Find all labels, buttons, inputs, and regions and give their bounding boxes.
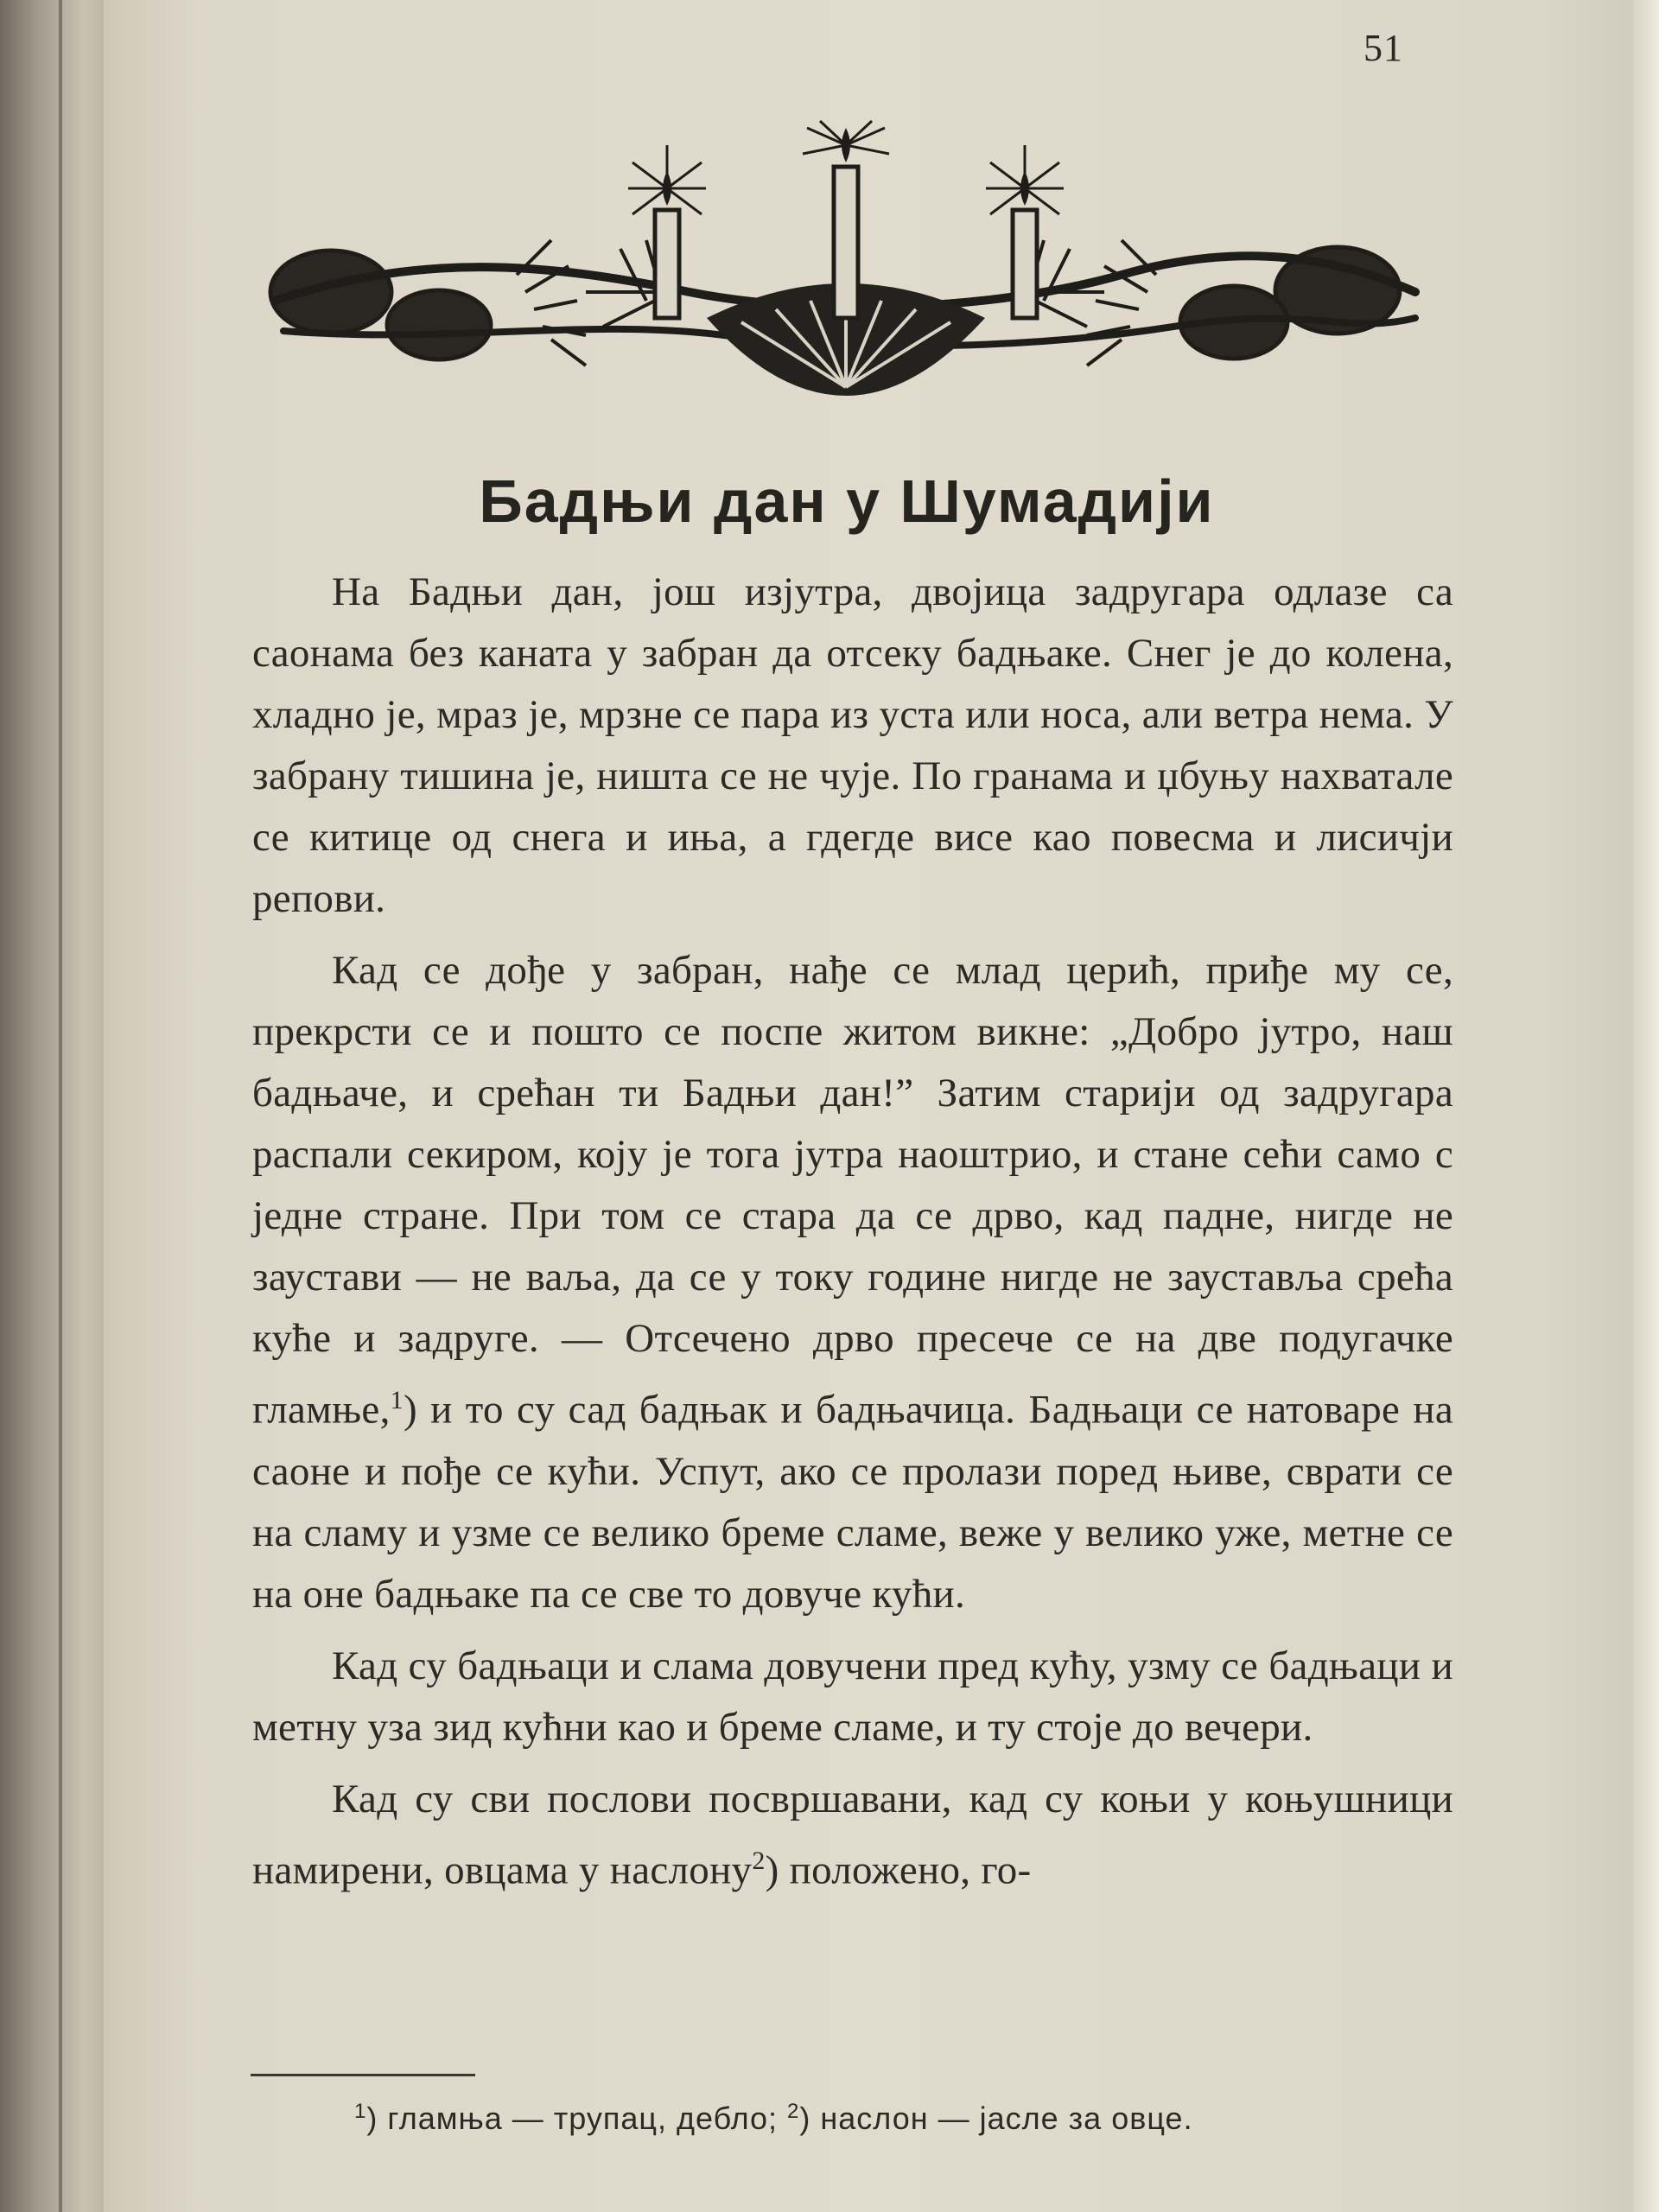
paragraph-4 (252, 1769, 1453, 1902)
paragraph-4-continued: ) положено, го- (765, 1847, 1032, 1893)
footnotes (354, 2100, 1478, 2137)
page-number: 51 (1363, 27, 1403, 69)
page-stack-edge (59, 0, 62, 2212)
footnote-ref-1: 1 (390, 1386, 404, 1414)
page-right-edge (1633, 0, 1659, 2212)
paragraph-2 (252, 940, 1453, 1625)
christmas-candles-pine-garland-icon (257, 119, 1434, 396)
footnote-2-marker: 2 (787, 2100, 800, 2123)
paragraph-3: Кад су бадњаци и слама довучени пред кућу, узму се бадњаци и метну уза зид кућни као и бреме сламе, и ту стоје до вечери. (252, 1643, 1453, 1750)
footnote-1-text: ) гламња — трупац, дебло; (366, 2101, 788, 2136)
paragraph-2-text: Кад се дође у забран, нађе се млад церић, приђе му се, прекрсти се и пошто се поспе житом викне: „Добро јутро, наш бадњаче, и срећан ти Бадњи дан!” Затим старији од задругара распали секиром, коју је тога јутра наоштрио, и стане сећи само с једне стране. При том се стара да се дрво, кад падне, нигде не заустави — не ваља, да се у току године нигде не зауставља срећа куће и задруге. — Отсечено дрво пресече се на две подугачке гламње, (252, 948, 1453, 1433)
paragraph-1: На Бадњи дан, још изјутра, двојица задругара одлазе са саонама без каната у забран да отсеку бадњаке. Снег је до колена, хладно је, мраз је, мрзне се пара из уста или носа, али ветра нема. У забрану тишина је, ништа се не чује. По гранама и џбуњу нахватале се китице од снега и иња, а гдегде висе као повесма и лисичји репови. (252, 569, 1453, 921)
footnote-ref-2: 2 (752, 1846, 766, 1875)
footnote-2-text: ) наслон — јасле за овце. (799, 2101, 1193, 2136)
footnote-1-marker: 1 (354, 2100, 367, 2123)
footnote-separator (251, 2074, 475, 2076)
paragraph-2-continued: ) и то су сад бадњак и бадњачица. Бадњаци се натоваре на саоне и пође се кући. Успут, ако се пролази поред њиве, сврати се на сламу и узме се велико бреме сламе, веже у велико уже, метне се на оне бадњаке па се све то довуче кући. (252, 1387, 1453, 1617)
paragraph-4-text: Кад су сви послови посвршавани, кад су коњи у коњушници намирени, овцама у наслону (252, 1776, 1453, 1893)
book-gutter (0, 0, 112, 2212)
chapter-title: Бадњи дан у Шумадији (479, 467, 1215, 535)
chapter-body (252, 562, 1453, 1911)
